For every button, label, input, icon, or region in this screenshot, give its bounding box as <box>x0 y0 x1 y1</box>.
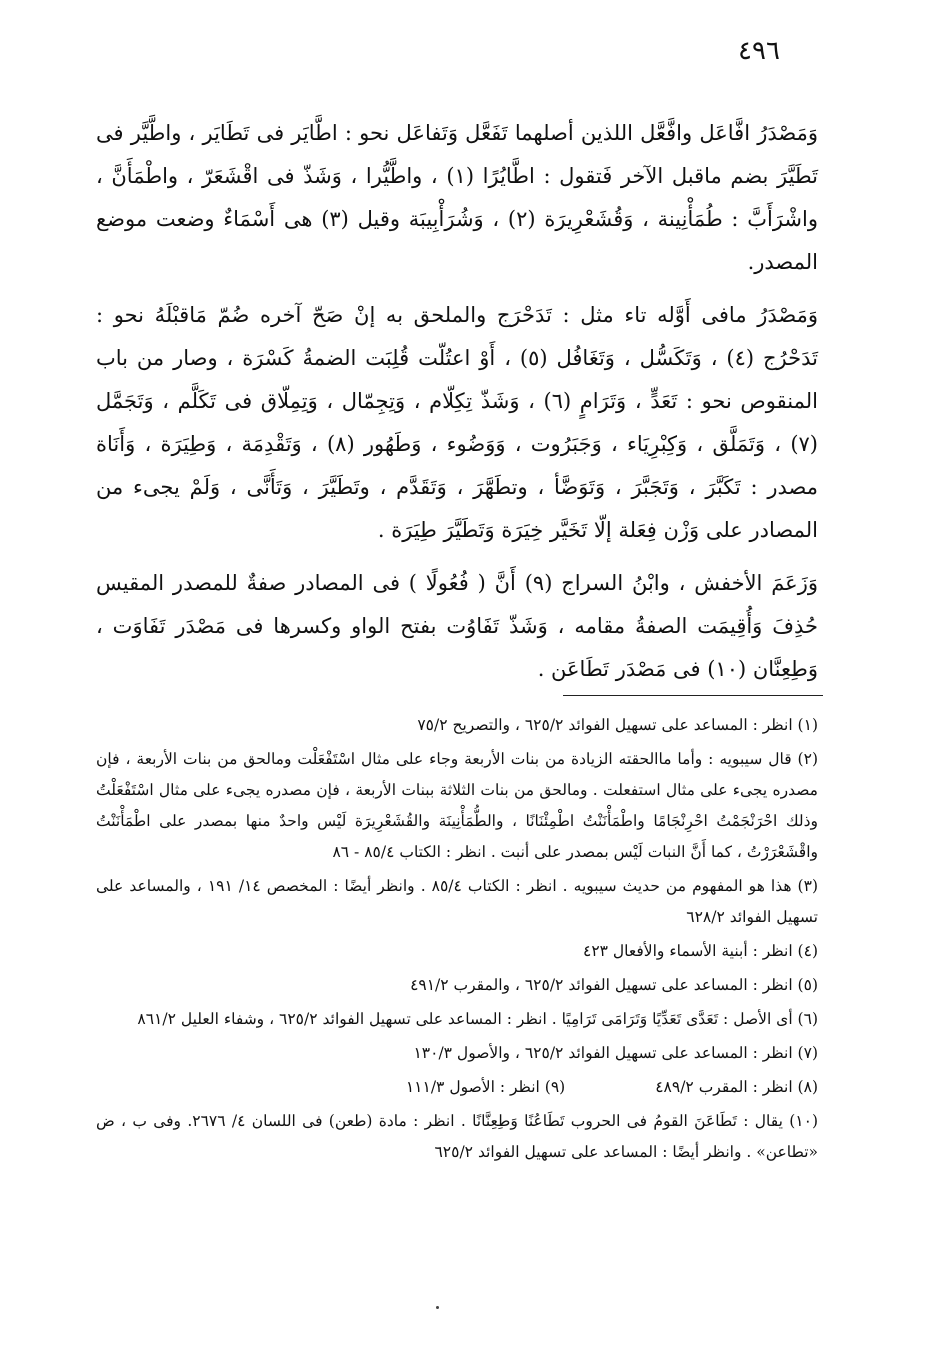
main-text <box>96 112 818 701</box>
footnote-7: (٧) انظر : المساعد على تسهيل الفوائد ٦٢٥/٢ ، والأصول ١٣٠/٣ <box>413 1044 818 1062</box>
footnote-2: (٢) قال سيبويه : وأما ماالحقته الزيادة من بنات الأربعة وجاء على مثال اسْتَفْعَلْت ومالحق من بنات الأربعة ، فإن مصدره يجىء على مثال استفعلت . ومالحق من بنات الثلاثة ببنات الأربعة ، فإن مصدره يجىء على مثال اسْتَفْعَلْتُ وذلك احْرَنْجَمْتُ احْرِنْجَامًا واطْمَأْنَنْتُ اطْمِئْنَانًا ، والطُّمَأْنِينَة والقُشَعْرِيرَة لَيْس واحدٌ منها بمصدر على اطْمَأْنَنْتُ واقْشَعْرَرْتُ ، كما أَنَّ النبات لَيْس بمصدر على أنبت . انظر : الكتاب ٨٥/٤ - ٨٦ <box>96 750 818 861</box>
footnotes <box>96 710 818 1171</box>
footnote-divider <box>563 695 823 696</box>
footnote-3: (٣) هذا هو المفهوم من حديث سيبويه . انظر : الكتاب ٨٥/٤ . وانظر أيضًا : المخصص ١٤/ ١٩١ ، والمساعد على تسهيل الفوائد ٦٢٨/٢ <box>96 877 818 926</box>
footnote-row-8-9 <box>96 1072 818 1103</box>
footnote-9: (٩) انظر : الأصول ١١١/٣ <box>405 1078 566 1096</box>
footnote-1: (١) انظر : المساعد على تسهيل الفوائد ٦٢٥/٢ ، والتصريح ٧٥/٢ <box>417 716 818 734</box>
footnote-5: (٥) انظر : المساعد على تسهيل الفوائد ٦٢٥/٢ ، والمقرب ٤٩١/٢ <box>410 976 818 994</box>
paragraph: وَمَصْدَرُ افَّاعَل وافَّعَّل اللذين أصلهما تَفَعَّل وَتَفاعَل نحو : اطَّايَر فى تَطَايَر ، واطَّيَّر فى تَطَيَّرَ بضم ماقبل الآخر فَتقول : اطَّايُرًا (١) ، واطَّيُّرا ، وَشَذّ فى اقْشَعَرّ ، واطْمَأَنَّ ، واشْرَأَبَّ : طُمَأْنِينة ، وَقُشَعْرِيرَة (٢) ، وَشُرَأْبِيبَة وقيل (٣) هى أَسْمَاءٌ وضعت موضع المصدر. <box>96 121 818 274</box>
footnote-6: (٦) أى الأصل : تَعَدَّى تَعَدِّيًا وَتَرَامَى تَرَامِيًا . انظر : المساعد على تسهيل الفوائد ٦٢٥/٢ ، وشفاء العليل ٨٦١/٢ <box>137 1010 818 1028</box>
footnote-8: (٨) انظر : المقرب ٤٨٩/٢ <box>655 1078 818 1096</box>
page-number: ٤٩٦ <box>738 36 780 66</box>
paragraph: وَمَصْدَرُ مافى أَوَّله تاء مثل : تَدَحْرَج والملحق به إنْ صَحّ آخره ضُمّ مَاقبْلَهُ نحو : تَدَحْرُج (٤) ، وَتَكَسُّل ، وَتَغَافُل (٥) ، أَوْ اعتُلّت قُلِبَت الضمةُ كَسْرَة ، وصار من باب المنقوص نحو : تَعَدٍّ ، وَتَرَامٍ (٦) ، وَشَذّ تِكِلّام ، وَتِجِمّال ، وَتِمِلّاق فى تَكَلَّم ، وَتَجَمَّل (٧) ، وَتَمَلَّق ، وَكِبْرِيَاء ، وَجَبَرُوت ، وَوَضُوء ، وَطَهُور (٨) ، وَتَقْدِمَة ، وَطِيَرَة ، وَأَنَاة مصدر : تَكَبَّرَ ، وَتَجَبَّرَ ، وَتَوَضَّأ ، وتطَهَّرَ ، وَتَقَدَّم ، وتَطَيَّرَ ، وَتَأَنَّى ، وَلَمْ يجىء من المصادر على وَزْن فِعَلة إلّا تَخَيَّر خِيَرَة وَتَطَيَّرَ طِيَرَة . <box>96 303 818 542</box>
paragraph: وَزَعَمَ الأخفش ، وابْنُ السراج (٩) أَنَّ ( فُعُولًا ) فى المصادر صفةٌ للمصدر المقيس حُذِفَ وَأُقِيمَت الصفةُ مقامه ، وَشَذّ تَفَاوُت بفتح الواو وكسرها فى مَصْدَر تَفَاوَت ، وَطِعِنَّان (١٠) فى مَصْدَر تَطَاعَن . <box>96 571 818 681</box>
scan-speck <box>436 1306 439 1309</box>
footnote-4: (٤) انظر : أبنية الأسماء والأفعال ٤٢٣ <box>583 942 818 960</box>
footnote-10: (١٠) يقال : تَطَاعَنَ القومُ فى الحروب تَطَاعُنًا وَطِعِنَّانًا . انظر : مادة (طعن) فى اللسان ٤/ ٢٦٧٦. وفى ب ، ض «تطاعن» . وانظر أيضًا : المساعد على تسهيل الفوائد ٦٢٥/٢ <box>96 1112 818 1161</box>
